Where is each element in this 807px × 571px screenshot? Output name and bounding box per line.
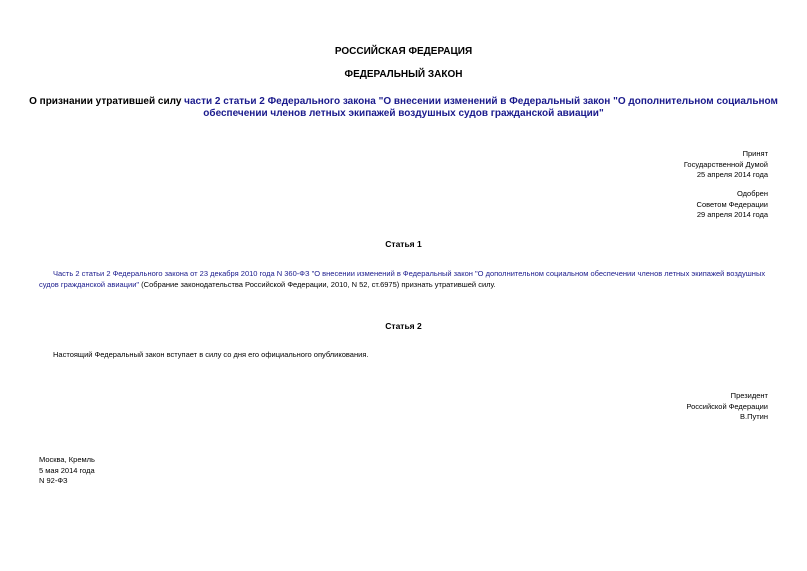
law-title-link[interactable]: части 2 статьи 2 Федерального закона "О внесении изменений в Федеральный закон "О дополнительном социальном обеспечении членов летных экипажей воздушных судов гражданской авиации" [184,96,778,119]
accepted-line1: Принят [742,149,768,158]
accepted-line3: 25 апреля 2014 года [696,170,768,179]
accepted-block [684,149,768,181]
place-date: 5 мая 2014 года [39,465,95,475]
approved-block [697,189,768,221]
article1-rest: (Собрание законодательства Российской Федерации, 2010, N 52, ст.6975) признать утратившей силу. [139,279,496,289]
place-city: Москва, Кремль [39,455,95,464]
signature-block [686,391,768,423]
country-heading: РОССИЙСКАЯ ФЕДЕРАЦИЯ [334,46,473,57]
article1-title: Статья 1 [385,239,422,249]
doc-type-heading: ФЕДЕРАЛЬНЫЙ ЗАКОН [344,69,463,80]
approved-line2: Советом Федерации [696,199,768,209]
signature-line1: Президент [730,391,768,400]
article1-text [39,269,769,290]
signature-line3: В.Путин [740,412,768,421]
article1-link[interactable]: Часть 2 статьи 2 Федерального закона от 23 декабря 2010 года N 360-ФЗ "О внесении изменений в Федеральный закон "О дополнительном социальном обеспечении членов летных экипажей воздушных судов гражданской авиации" [39,269,766,289]
article2-text: Настоящий Федеральный закон вступает в силу со дня его официального опубликования. [53,350,369,359]
approved-line3: 29 апреля 2014 года [696,210,768,219]
law-title [0,96,807,120]
accepted-line2: Государственной Думой [683,159,768,169]
law-number: N 92-ФЗ [39,476,68,485]
signature-line2: Российской Федерации [686,401,768,411]
approved-line1: Одобрен [737,189,768,198]
place-date-block [39,455,95,487]
article2-title: Статья 2 [385,321,422,331]
law-title-prefix: О признании утратившей силу [29,96,185,107]
